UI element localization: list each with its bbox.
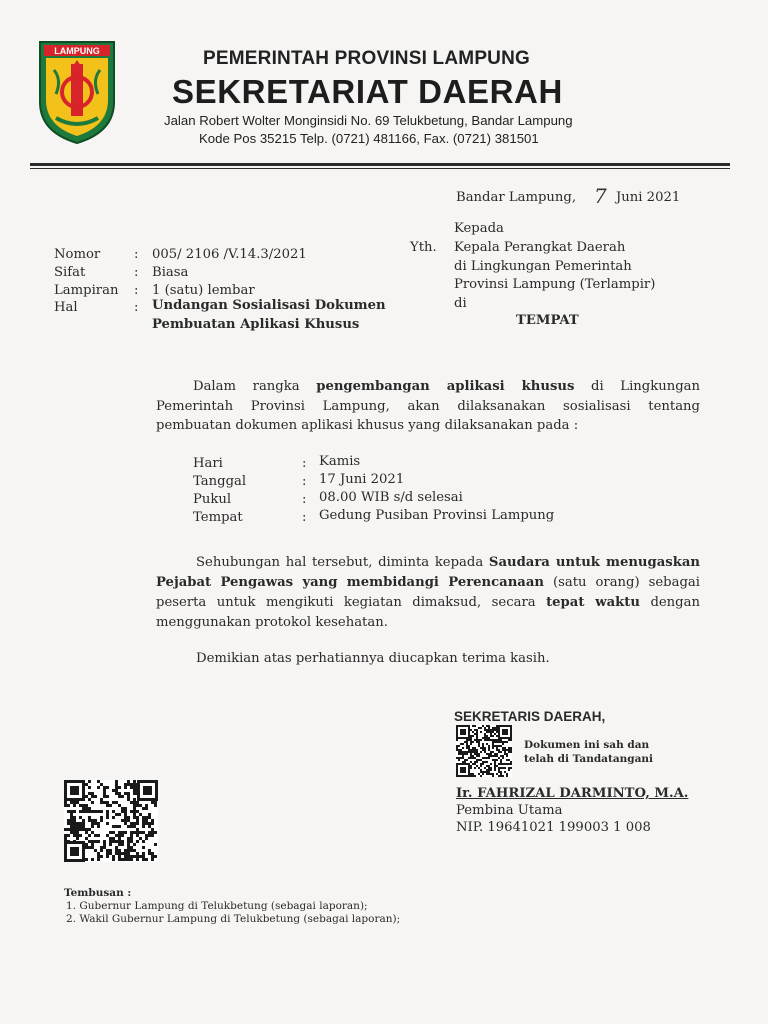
recipient-kepada: Kepada <box>454 221 504 236</box>
hal-colon: : <box>134 300 139 315</box>
paragraph-1-line-1 <box>193 376 700 397</box>
sifat-colon: : <box>134 265 139 280</box>
hal-value-line-2: Pembuatan Aplikasi Khusus <box>152 317 360 332</box>
nomor-value: 005/ 2106 /V.14.3/2021 <box>152 247 307 262</box>
hari-label: Hari <box>193 456 223 471</box>
tempat-value: Gedung Pusiban Provinsi Lampung <box>319 508 555 523</box>
letterhead-divider-thin <box>30 168 730 169</box>
nomor-label: Nomor <box>54 247 101 262</box>
lampiran-label: Lampiran <box>54 283 119 298</box>
closing-paragraph: Demikian atas perhatiannya diucapkan terima kasih. <box>196 651 550 666</box>
signatory-nip: NIP. 19641021 199003 1 008 <box>456 820 651 835</box>
recipient-tempat: TEMPAT <box>516 313 579 328</box>
signature-note-line-2: telah di Tandatangani <box>524 753 654 765</box>
tanggal-label: Tanggal <box>193 474 247 489</box>
tempat-label: Tempat <box>193 510 243 525</box>
signatory-name: Ir. FAHRIZAL DARMINTO, M.A. <box>456 786 689 801</box>
nomor-colon: : <box>134 247 139 262</box>
recipient-line-2: di Lingkungan Pemerintah <box>454 259 632 274</box>
letter-city: Bandar Lampung, <box>456 190 577 205</box>
office-name: SEKRETARIAT DAERAH <box>172 73 563 110</box>
p2-text-b: (satu orang) sebagai <box>552 575 700 590</box>
pukul-colon: : <box>302 492 307 507</box>
tanggal-value: 17 Juni 2021 <box>319 472 405 487</box>
pukul-value: 08.00 WIB s/d selesai <box>319 490 463 505</box>
address-line-2: Kode Pos 35215 Telp. (0721) 481166, Fax. (0721) 381501 <box>199 131 539 146</box>
logo-text: LAMPUNG <box>54 46 100 56</box>
tembusan-title: Tembusan : <box>64 887 132 899</box>
lampiran-colon: : <box>134 283 139 298</box>
tembusan-item-1: 1. Gubernur Lampung di Telukbetung (sebagai laporan); <box>66 900 368 912</box>
signatory-rank: Pembina Utama <box>456 803 563 818</box>
p2-text-a: Sehubungan hal tersebut, diminta kepada <box>196 555 484 570</box>
recipient-di: di <box>454 296 467 311</box>
paragraph-2-line-4: menggunakan protokol kesehatan. <box>156 615 388 630</box>
lampung-emblem-logo <box>38 40 116 145</box>
signature-note-line-1: Dokumen ini sah dan <box>524 739 650 751</box>
hari-value: Kamis <box>319 454 361 469</box>
signature-qr-code-icon <box>456 725 512 777</box>
hal-value-line-1: Undangan Sosialisasi Dokumen <box>152 298 386 313</box>
signature-title: SEKRETARIS DAERAH, <box>454 709 606 724</box>
paragraph-2-line-2 <box>156 572 700 593</box>
p2-text-emphasis-c: tepat waktu <box>546 595 640 610</box>
tembusan-item-2: 2. Wakil Gubernur Lampung di Telukbetung (sebagai laporan); <box>66 913 401 925</box>
recipient-line-1: Kepala Perangkat Daerah <box>454 240 626 255</box>
government-name: PEMERINTAH PROVINSI LAMPUNG <box>203 48 531 69</box>
p1-text-emphasis: pengembangan aplikasi khusus <box>316 379 575 394</box>
paragraph-2-line-3 <box>156 592 700 613</box>
p2-text-emphasis-b: Pejabat Pengawas yang membidangi Perencanaan <box>156 575 544 590</box>
letter-month-year: Juni 2021 <box>616 190 681 205</box>
p2-text-c: peserta untuk mengikuti kegiatan dimaksud, secara <box>156 595 536 610</box>
recipient-line-3: Provinsi Lampung (Terlampir) <box>454 277 656 292</box>
p2-text-d: dengan <box>650 595 700 610</box>
pukul-label: Pukul <box>193 492 232 507</box>
document-qr-code-icon <box>64 780 158 862</box>
paragraph-1-line-2: Pemerintah Provinsi Lampung, akan dilaksanakan sosialisasi tentang <box>156 399 700 414</box>
tanggal-colon: : <box>302 474 307 489</box>
hal-label: Hal <box>54 300 78 315</box>
letter-day-handwritten: 7 <box>594 184 607 208</box>
p1-text-c: di Lingkungan <box>591 379 700 394</box>
p2-text-emphasis-a: Saudara untuk menugaskan <box>488 555 700 570</box>
paragraph-1-line-3: pembuatan dokumen aplikasi khusus yang dilaksanakan pada : <box>156 418 579 433</box>
tempat-colon: : <box>302 510 307 525</box>
sifat-value: Biasa <box>152 265 189 280</box>
address-line-1: Jalan Robert Wolter Monginsidi No. 69 Telukbetung, Bandar Lampung <box>164 113 573 128</box>
letterhead-divider-thick <box>30 163 730 166</box>
p1-text-a: Dalam rangka <box>193 379 300 394</box>
paragraph-2-line-1 <box>196 552 700 573</box>
lampiran-value: 1 (satu) lembar <box>152 283 255 298</box>
recipient-yth: Yth. <box>410 240 437 255</box>
sifat-label: Sifat <box>54 265 86 280</box>
hari-colon: : <box>302 456 307 471</box>
